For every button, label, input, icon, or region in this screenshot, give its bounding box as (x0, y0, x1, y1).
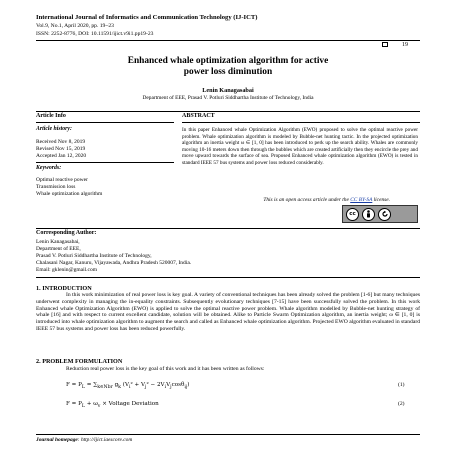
introduction-heading: 1. INTRODUCTION (36, 285, 92, 292)
paper-title (36, 56, 420, 78)
corresponding-author-heading: Corresponding Author: (36, 230, 97, 236)
journal-logo-icon (382, 42, 388, 47)
article-info-heading: Article Info (36, 113, 66, 119)
license-link[interactable]: CC BY-SA (350, 197, 373, 203)
contact-email[interactable]: Email: gklenin@gmail.com (36, 267, 97, 273)
article-history-list (36, 139, 86, 160)
footer-rule (36, 434, 420, 435)
keyword-item: Transmission loss (36, 184, 76, 190)
keywords-label: Keywords: (36, 165, 62, 171)
equation-1: $F = P_L = \sum_{k\in Nbr}$ $g_k$ $(V_i^2 + V_j^2 - 2V_iV_j\cos\theta_{ij})$ (66, 382, 190, 391)
author-affiliation: Department of EEE, Prasad V. Potluri Siddhartha Institute of Technology, India (142, 95, 314, 101)
info-bottom-rule (36, 228, 420, 229)
keyword-item: Optimal reactive power (36, 177, 88, 183)
header-rule (36, 40, 420, 41)
history-divider (36, 162, 174, 163)
journal-homepage-url[interactable]: : http://ijict.iaescore.com (77, 437, 133, 443)
paper-title-line-2: power loss diminution (183, 67, 273, 77)
introduction-text: In this work minimization of real power loss is key goal. A variety of conventional techniques has been already solved the problem [1-6] but many techniques underwent complexity in managing the in-equality constraints. Subsequently evolutionary techniques [7-15] have been successfully solved the problem. In this work Enhanced whale Optimization Algorithm (EWO) is applied to solve the optimal reactive power problem. Whale algorithm modelled by Bubble-net hunting strategy of whale [16] and with respect to current excellent candidate, solution will be obtained. Alike to Particle Swarm Optimization algorithm, an inertia weight; ω ∈ [1, 0] is introduced into whale optimization algorithm to augment the search and called as Enhanced whale optimization algorithm. Projected EWO algorithm evaluated in standard IEEE 57 bus systems and power loss has been reduced powerfully. (36, 292, 420, 332)
journal-title: International Journal of Informatics and Communication Technology (IJ-ICT) (36, 14, 258, 21)
issn-line: ISSN: 2252-8776, DOI: 10.11591/ijict.v9i1.pp19-23 (36, 31, 154, 37)
share-alike-icon (378, 208, 391, 221)
volume-line: Vol.9, No.1, April 2020, pp. 19~23 (36, 23, 114, 29)
keywords-list (36, 177, 102, 198)
author-name: Lenin Kanagasabai (202, 87, 254, 94)
license-suffix: license. (372, 197, 390, 203)
license-prefix: This is an open access article under the (263, 197, 351, 203)
contact-line: Chalasani Nagar, Kanuru, Vijayawada, Andhra Pradesh 520007, India. (36, 260, 192, 266)
correspondence-bottom-rule (36, 277, 420, 278)
cc-by-sa-badge[interactable] (342, 205, 418, 223)
page-number: 19 (402, 42, 408, 48)
info-rule-left (36, 122, 174, 123)
history-accepted: Accepted Jan 12, 2020 (36, 153, 87, 159)
abstract-text: In this paper Enhanced whale Optimization Algorithm (EWO) proposed to solve the optimal reactive power problem. Whale optimization algorithm is modeled by Bubble-net hunting tactic. In the projected optimization algorithm an inertia weight ω ∈ [1, 0] has been introduced to perk up the search ability. Whales are commonly moving 10-16 meters down then through the bubbles which are created artificially then they encircle the prey and move upward towards the surface of sea. Proposed Enhanced whale optimization algorithm (EWO) is tested in standard IEEE 57 bus systems and power loss reduced considerably. (182, 127, 418, 166)
license-statement (210, 197, 390, 203)
journal-homepage-label: Journal homepage (36, 437, 78, 443)
contact-line: Prasad V. Potluri Siddhartha Institute of Technology, (36, 253, 152, 259)
contact-line: Department of EEE, (36, 246, 81, 252)
equation-2: $F = P_L + \omega_v$ × Voltage Deviation (66, 401, 159, 410)
info-rule-right (182, 122, 420, 123)
info-top-rule (36, 111, 420, 112)
paper-title-line-1: Enhanced whale optimization algorithm for active (127, 56, 329, 66)
abstract-heading: ABSTRACT (182, 113, 215, 119)
corresponding-author-details (36, 239, 191, 274)
keyword-item: Whale optimization algorithm (36, 191, 103, 197)
contact-line: Lenin Kanagasabai, (36, 239, 80, 245)
attribution-person-icon (362, 208, 375, 221)
history-revised: Revised Nov 15, 2019 (36, 146, 86, 152)
equation-2-number: (2) (398, 401, 405, 407)
article-history-label: Article history: (36, 126, 72, 132)
equation-1-number: (1) (398, 382, 405, 388)
problem-formulation-heading: 2. PROBLEM FORMULATION (36, 358, 123, 365)
problem-formulation-text: Reduction real power loss is the key goal of this work and it has been written as follows: (66, 366, 265, 372)
creative-commons-icon: cc (346, 208, 359, 221)
history-received: Received Nov 8, 2019 (36, 139, 86, 145)
journal-homepage (36, 437, 132, 443)
